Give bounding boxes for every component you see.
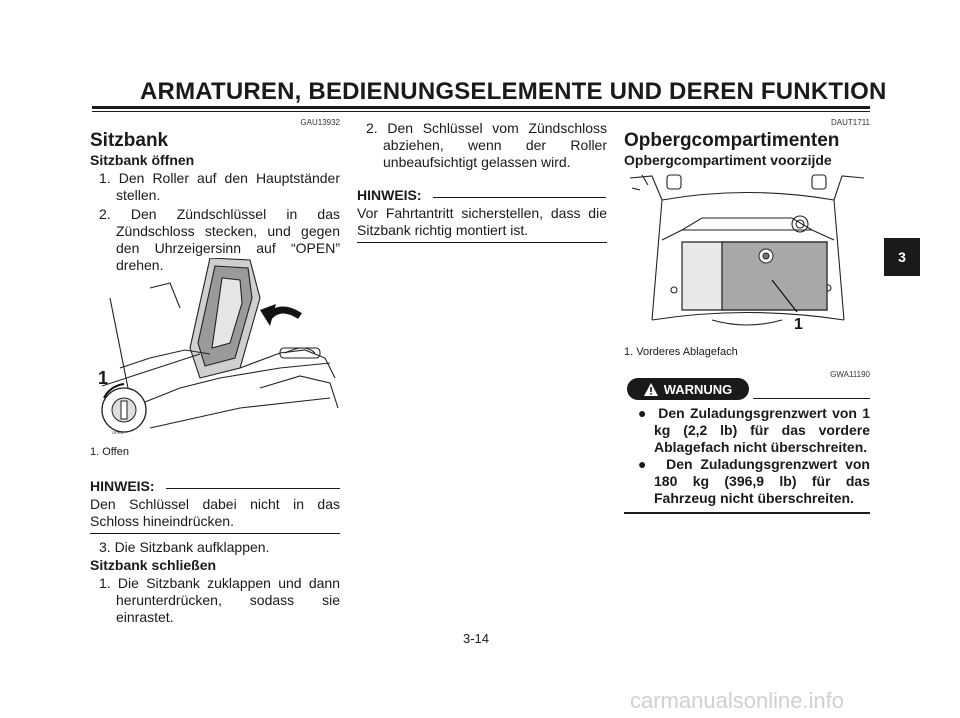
- middle-step-list: [357, 120, 607, 171]
- section-title-sitzbank: Sitzbank: [90, 130, 169, 151]
- step-3: 3. Die Sitzbank aufklappen.: [99, 539, 270, 555]
- warning-rule-top: [753, 398, 870, 399]
- step-open-1: 1. Den Roller auf den Hauptständer stellen.: [99, 170, 340, 203]
- note-label-middle: HINWEIS:: [357, 187, 422, 203]
- note-rule-top: [166, 488, 340, 489]
- figure-seat-open: [90, 258, 342, 436]
- warning-bullet-1: ● Den Zuladungsgrenzwert von 1 kg (2,2 lb) für das vordere Ablagefach nicht überschreiten.: [638, 405, 870, 455]
- steps-close-list: [90, 575, 340, 626]
- note-rule-bottom: [90, 533, 340, 534]
- subheading-opbergcompartiment-voorzijde: Opbergcompartiment voorzijde: [624, 152, 832, 168]
- figure-caption-ablagefach: 1. Vorderes Ablagefach: [624, 346, 738, 358]
- step-close-1: 1. Die Sitzbank zuklappen und dann herunterdrücken, sodass sie einrastet.: [99, 575, 340, 625]
- page-number: 3-14: [463, 631, 490, 646]
- note-text-middle: Vor Fahrtantritt sicherstellen, dass die Sitzbank richtig montiert ist.: [357, 205, 607, 238]
- warning-triangle-icon: [644, 383, 658, 396]
- watermark: carmanualsonline.info: [630, 688, 845, 713]
- warning-rule-bottom: [624, 512, 870, 514]
- subheading-sitzbank-schliessen: Sitzbank schließen: [90, 557, 217, 573]
- figure-front-compartment: [622, 170, 872, 336]
- key-label-open: OPEN: [112, 430, 124, 435]
- note-rule-bottom-middle: [357, 242, 607, 243]
- figure-callout-1: 1: [98, 368, 109, 388]
- warning-bullet-2: ● Den Zuladungsgrenzwert von 180 kg (396,9 lb) für das Fahrzeug nicht überschreiten.: [638, 456, 870, 506]
- step-open-2: 2. Den Zündschlüssel in das Zündschloss stecken, und gegen den Uhrzeigersinn auf “OPEN” drehen.: [99, 206, 340, 273]
- note-label-left: HINWEIS:: [90, 478, 155, 494]
- header-rule-thin: [92, 111, 870, 112]
- chapter-tab: 3: [884, 238, 920, 276]
- section-title-opbergcompartimenten: Opbergcompartimenten: [624, 130, 840, 151]
- note-rule-top-middle: [433, 197, 606, 198]
- header-rule: [92, 106, 870, 109]
- warning-label: WARNUNG: [663, 381, 733, 397]
- front-compartment-illustration: [622, 170, 872, 336]
- section-code-right: DAUT1711: [831, 118, 870, 127]
- warning-bullet-list: [624, 405, 870, 507]
- warning-code: GWA11190: [830, 370, 870, 379]
- warning-badge: [627, 378, 749, 400]
- figure-caption-offen: 1. Offen: [90, 446, 129, 458]
- page-header-title: ARMATUREN, BEDIENUNGSELEMENTE UND DEREN FUNKTION: [140, 78, 887, 105]
- step-open-continue-2: 2. Den Schlüssel vom Zündschloss abziehen, wenn der Roller unbeaufsichtigt gelassen wird.: [366, 120, 607, 170]
- subheading-sitzbank-oeffnen: Sitzbank öffnen: [90, 152, 195, 168]
- note-text-left: Den Schlüssel dabei nicht in das Schloss hineindrücken.: [90, 496, 340, 529]
- section-code: GAU13932: [300, 118, 340, 127]
- scooter-seat-illustration: [90, 258, 342, 436]
- figure-callout-1-right: 1: [794, 316, 803, 333]
